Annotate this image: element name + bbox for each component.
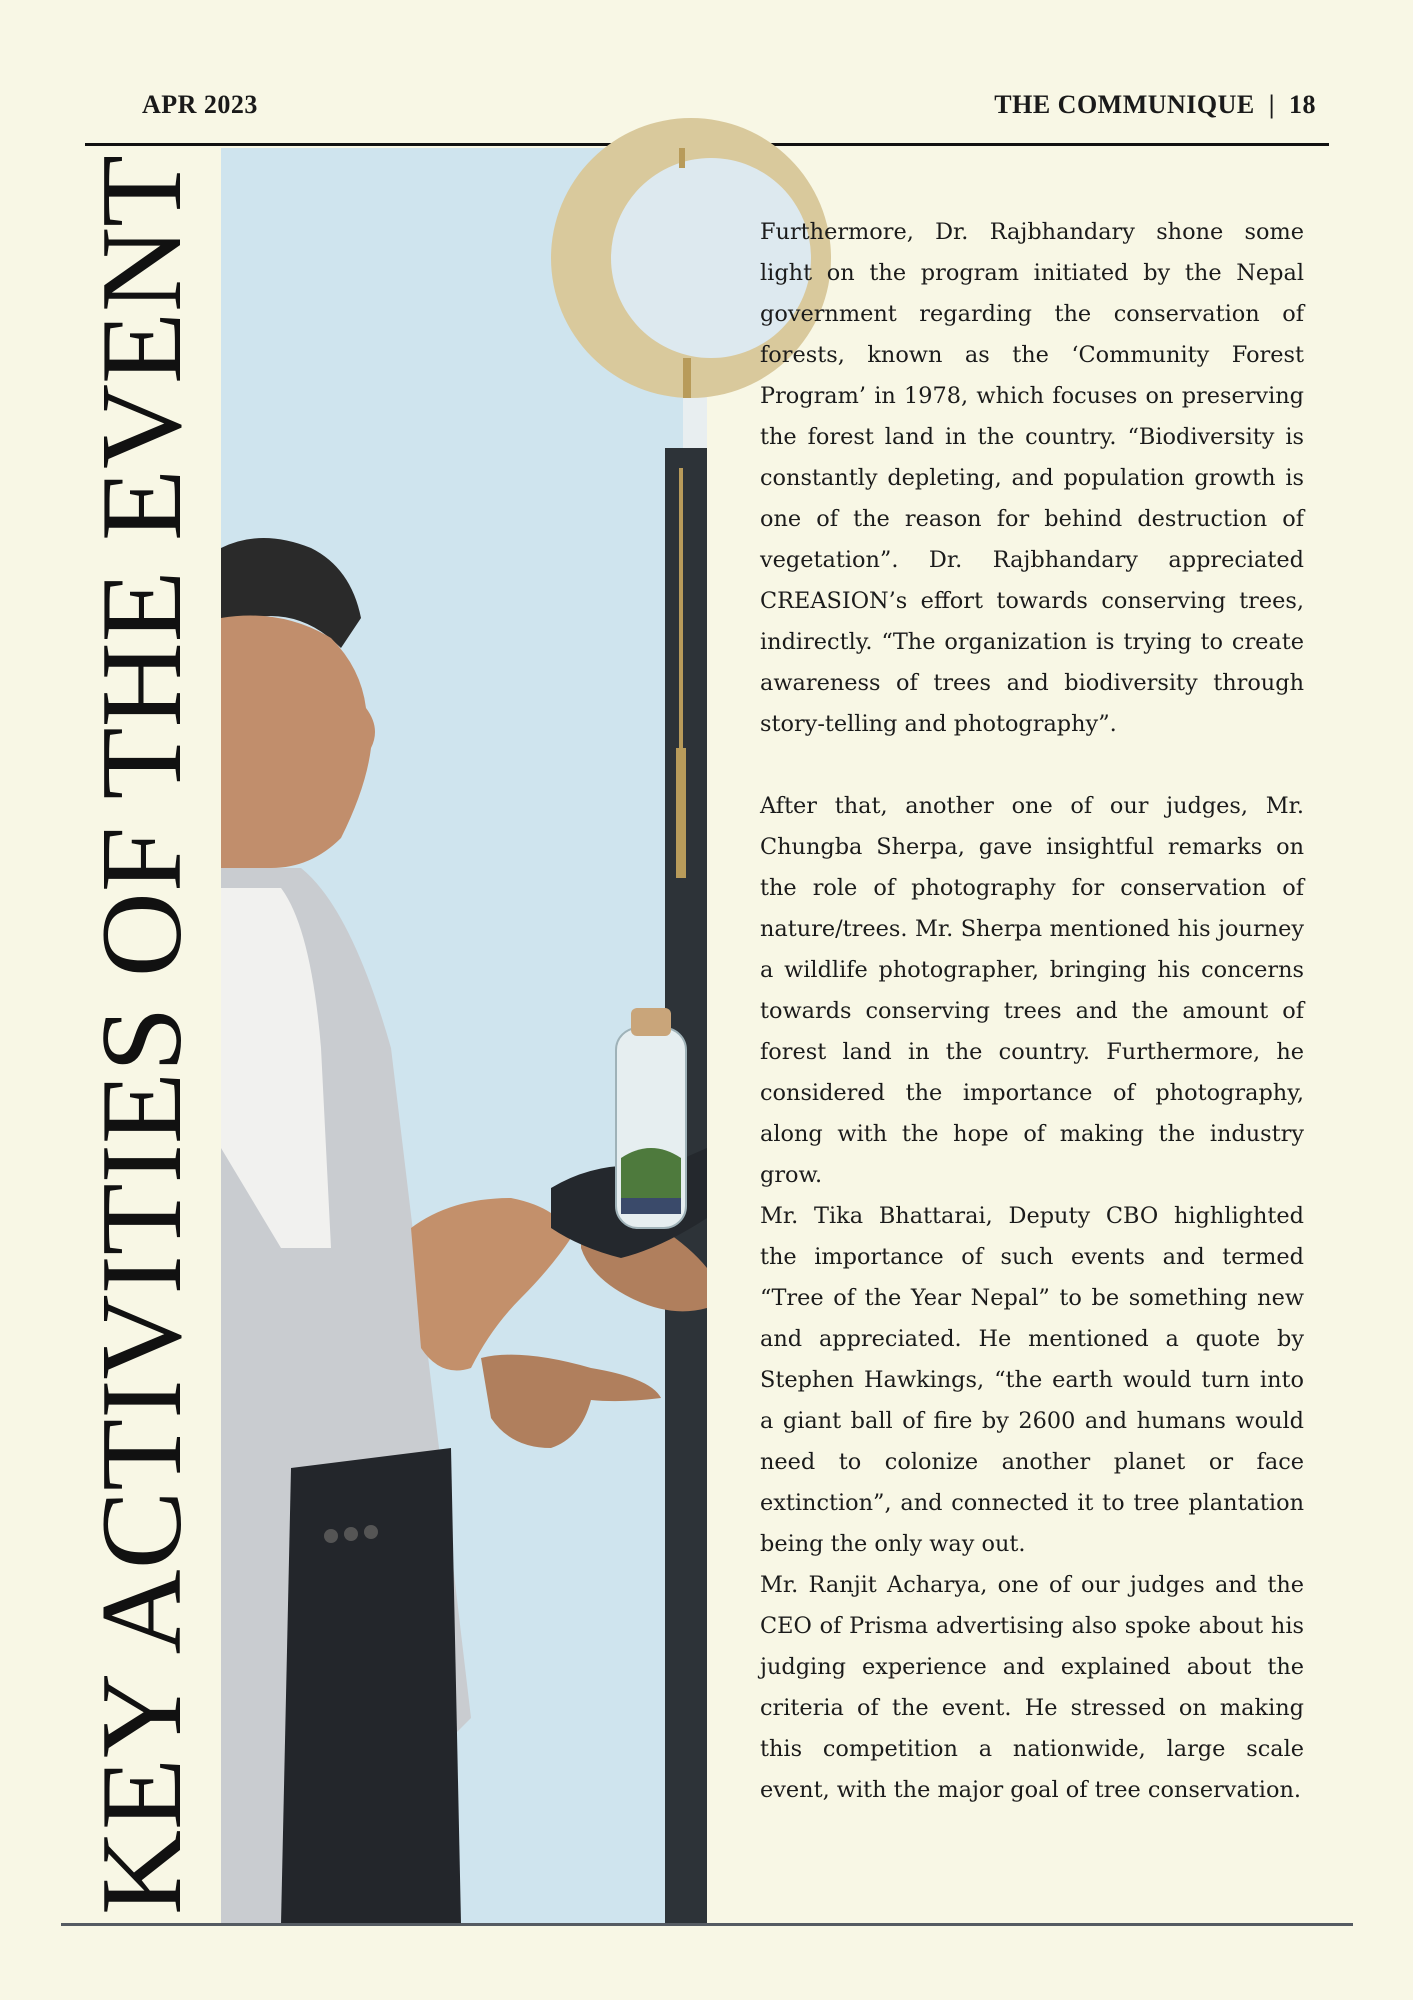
header-separator: | <box>1268 90 1275 119</box>
footer-divider <box>61 1923 1353 1926</box>
section-title <box>78 155 206 1915</box>
article-paragraph: Mr. Tika Bhattarai, Deputy CBO highlighted the importance of such events and termed “Tree of the Year Nepal” to be something new and appreciated. He mentioned a quote by Stephen Hawkings, “the earth would turn into a giant ball of fire by 2600 and humans would need to colonize another planet or face extinction”, and connected it to tree plantation being the only way out. <box>760 1203 1304 1557</box>
article-paragraph: Mr. Ranjit Acharya, one of our judges and the CEO of Prisma advertising also spoke about his judging experience and explained about the criteria of the event. He stressed on making this competition a nationwide, large scale event, with the major goal of tree conservation. <box>760 1572 1304 1803</box>
issue-date: APR 2023 <box>142 90 258 119</box>
page-number: 18 <box>1289 90 1316 119</box>
publication-header <box>994 90 1316 120</box>
section-title-text: KEY ACTIVITIES OF THE EVENT <box>78 181 206 1915</box>
event-photo <box>221 148 707 1924</box>
article-paragraph: After that, another one of our judges, Mr. Chungba Sherpa, gave insightful remarks on the role of photography for conservation of nature/trees. Mr. Sherpa mentioned his journey a wildlife photographer, bringing his concerns towards conserving trees and the amount of forest land in the country. Furthermore, he considered the importance of photography, along with the hope of making the industry grow. <box>760 793 1304 1188</box>
article-paragraph: Furthermore, Dr. Rajbhandary shone some light on the program initiated by the Nepal government regarding the conservation of forests, known as the ‘Community Forest Program’ in 1978, which focuses on preserving the forest land in the country. “Biodiversity is constantly depleting, and population growth is one of the reason for behind destruction of vegetation”. Dr. Rajbhandary appreciated CREASION’s effort towards conserving trees, indirectly. “The organization is trying to create awareness of trees and biodiversity through story-telling and photography”. <box>760 219 1304 737</box>
publication-name: THE COMMUNIQUE <box>994 90 1255 119</box>
article-body <box>760 212 1304 1811</box>
